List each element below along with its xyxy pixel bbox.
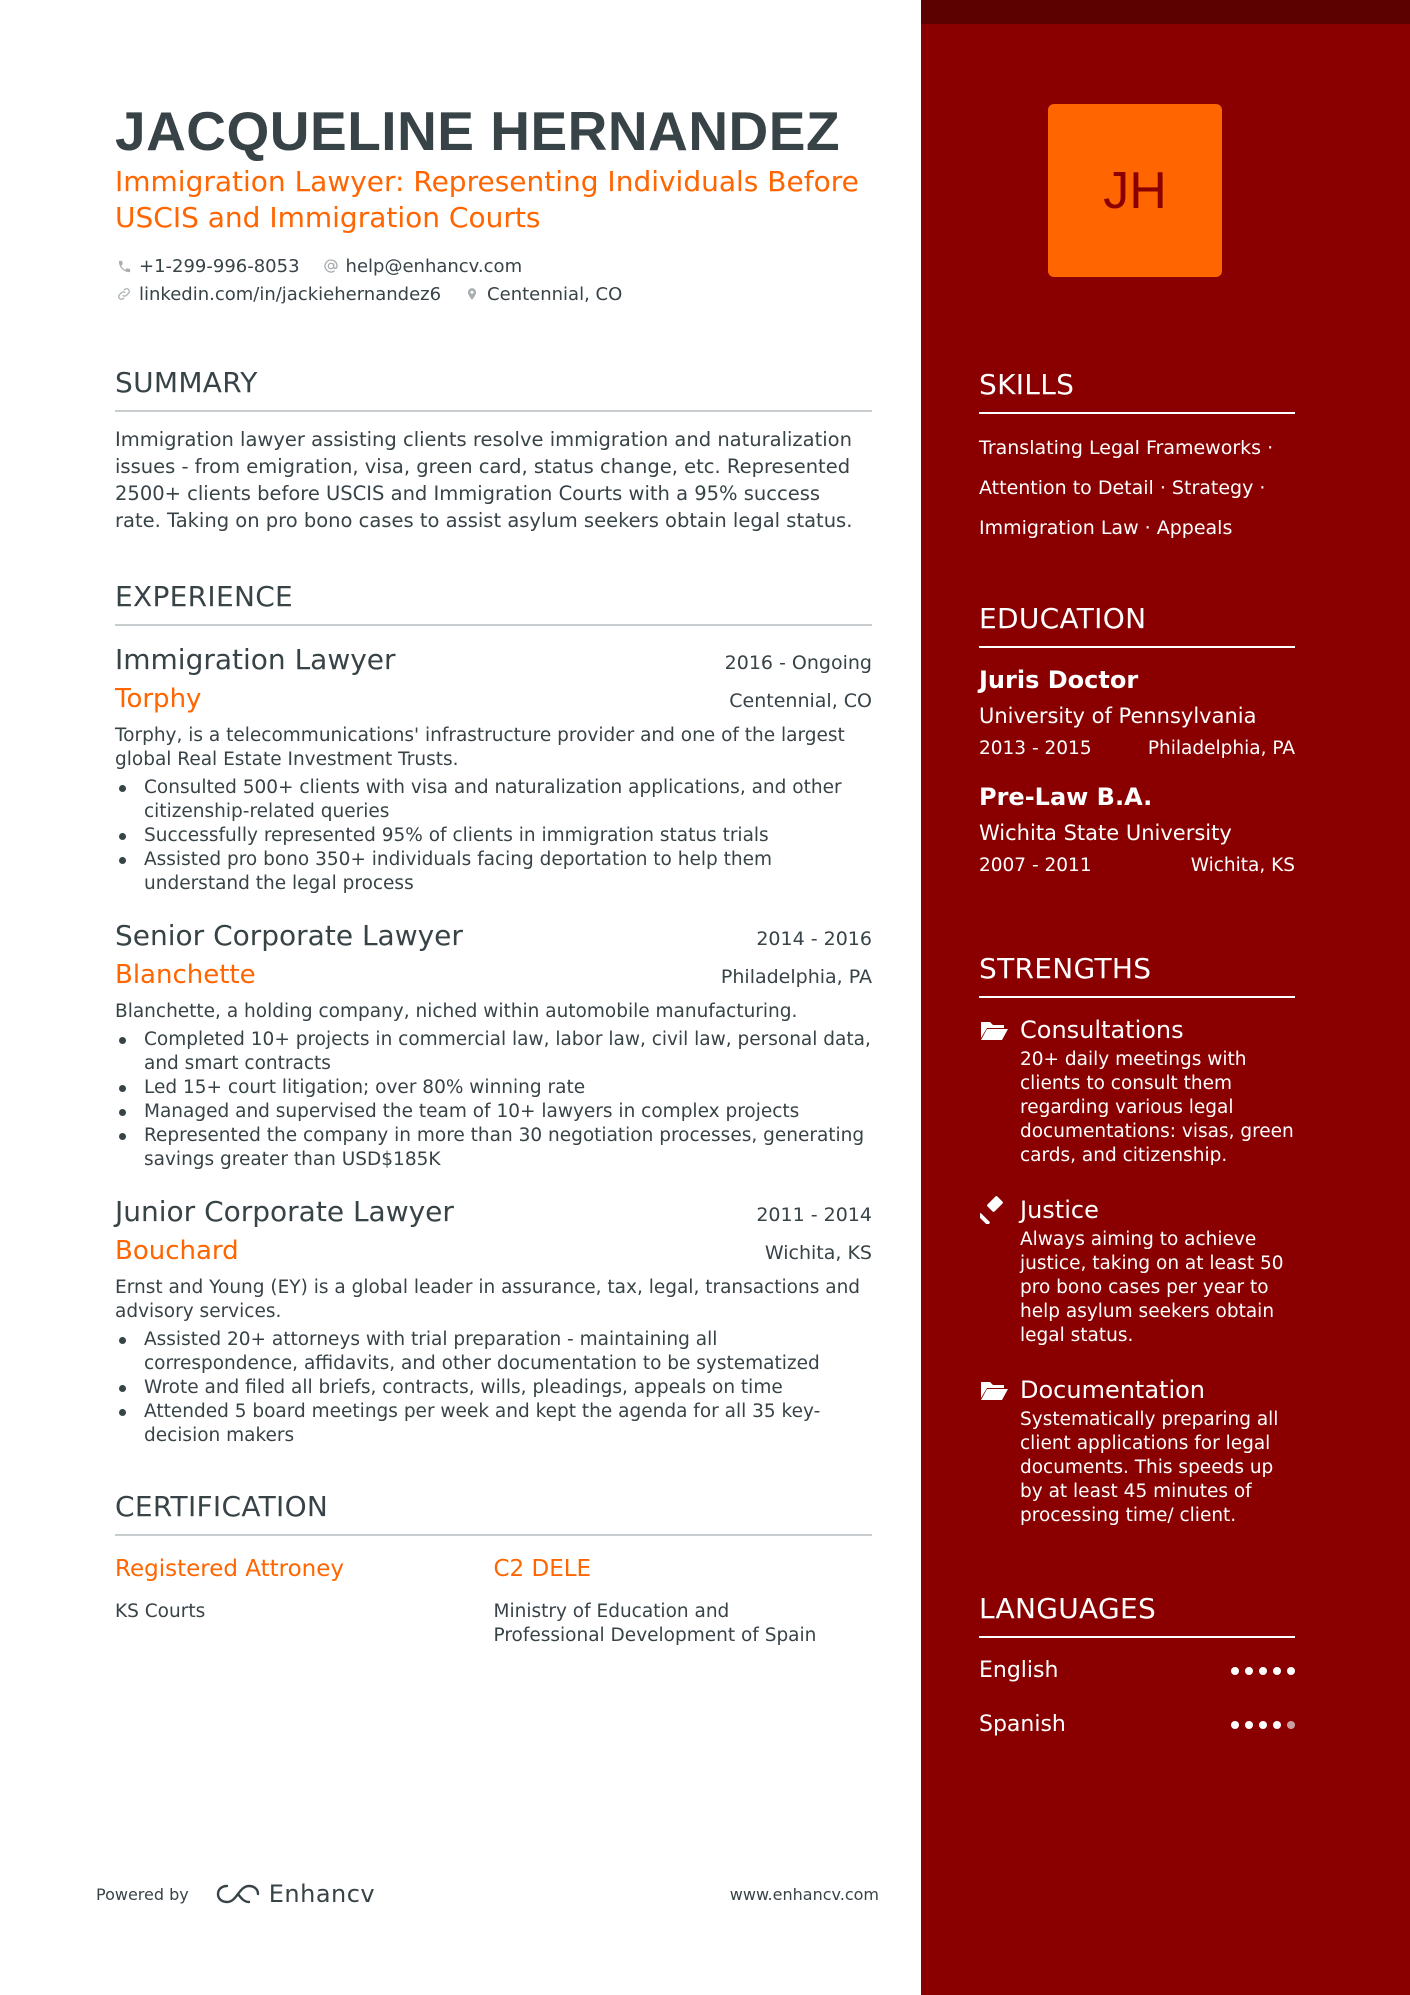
certification-item [494, 1554, 873, 1648]
job-title: Immigration Lawyer [115, 643, 396, 676]
strength-item [979, 1194, 1295, 1348]
summary-title: SUMMARY [115, 366, 872, 412]
education-location: Wichita, KS [1190, 855, 1295, 876]
level-dot-empty [1287, 1721, 1295, 1729]
bullet-item: Wrote and filed all briefs, contracts, wills, pleadings, appeals on time [115, 1376, 872, 1400]
language-item [979, 1656, 1295, 1686]
bullet-item: Managed and supervised the team of 10+ lawyers in complex projects [115, 1100, 872, 1124]
level-dot-filled [1245, 1667, 1253, 1675]
link-icon [115, 285, 133, 303]
certification-name: Registered Attroney [115, 1556, 344, 1582]
at-icon [322, 257, 340, 275]
strength-title: Documentation [1020, 1376, 1206, 1404]
education-dates: 2007 - 2011 [979, 855, 1092, 876]
certification-list [115, 1554, 872, 1648]
powered-by-label: Powered by [96, 1884, 189, 1904]
experience-title: EXPERIENCE [115, 580, 872, 626]
languages-title: LANGUAGES [979, 1592, 1295, 1638]
skills-line: Attention to Detail · Strategy · [979, 477, 1266, 499]
linkedin-contact[interactable] [115, 284, 441, 305]
enhancv-logo[interactable] [215, 1880, 375, 1908]
company-name: Blanchette [115, 960, 256, 990]
level-dot-filled [1287, 1667, 1295, 1675]
phone-contact[interactable] [115, 256, 300, 277]
school: University of Pennsylvania [979, 704, 1257, 728]
strength-title: Consultations [1020, 1016, 1184, 1044]
education-location: Philadelphia, PA [1147, 738, 1295, 759]
bullet-item: Consulted 500+ clients with visa and naturalization applications, and other citizenship-related queries [115, 776, 872, 824]
skills-line: Translating Legal Frameworks · [979, 437, 1274, 459]
education-item [979, 781, 1295, 876]
certification-issuer: KS Courts [115, 1601, 206, 1622]
contact-info [115, 252, 872, 308]
degree: Juris Doctor [979, 666, 1139, 694]
certification-title: CERTIFICATION [115, 1490, 872, 1536]
job-bullets [115, 1028, 872, 1172]
brand-name: Enhancv [268, 1880, 376, 1908]
company-description: Ernst and Young (EY) is a global leader in assurance, tax, legal, transactions and advisory services. [115, 1277, 861, 1322]
company-description: Blanchette, a holding company, niched within automobile manufacturing. [115, 1001, 798, 1022]
bullet-item: Attended 5 board meetings per week and kept the agenda for all 35 key-decision makers [115, 1400, 872, 1448]
bullet-item: Successfully represented 95% of clients in immigration status trials [115, 824, 872, 848]
linkedin-text: linkedin.com/in/jackiehernandez6 [139, 283, 442, 305]
certification-item [115, 1554, 494, 1648]
level-dot-filled [1245, 1721, 1253, 1729]
strength-item [979, 1374, 1295, 1528]
location-pin-icon [463, 285, 481, 303]
location-text: Centennial, CO [487, 283, 623, 305]
level-dot-filled [1273, 1721, 1281, 1729]
certification-issuer: Ministry of Education and Professional Development of Spain [493, 1601, 817, 1646]
skills-section [979, 368, 1295, 548]
language-level [1225, 1721, 1295, 1729]
education-item [979, 664, 1295, 759]
company-name: Bouchard [115, 1236, 239, 1266]
email-text: help@enhancv.com [345, 255, 523, 277]
company-description: Torphy, is a telecommunications' infrastructure provider and one of the largest global Real Estate Investment Trusts. [115, 725, 845, 770]
email-contact[interactable] [322, 256, 523, 277]
education-dates: 2013 - 2015 [979, 738, 1092, 759]
job-dates: 2011 - 2014 [756, 1204, 872, 1226]
education-title: EDUCATION [979, 602, 1295, 648]
skills-list [979, 428, 1295, 548]
education-section [979, 602, 1295, 876]
level-dot-filled [1231, 1721, 1239, 1729]
bullet-item: Assisted 20+ attorneys with trial preparation - maintaining all correspondence, affidavits, and other documentation to be systematized [115, 1328, 872, 1376]
avatar: JH [1048, 104, 1222, 277]
job-dates: 2016 - Ongoing [724, 652, 872, 674]
footer [96, 1880, 879, 1908]
strengths-section [979, 952, 1295, 1528]
powered-by [96, 1880, 375, 1908]
certification-section [115, 1490, 872, 1648]
headline: Immigration Lawyer: Representing Individuals Before USCIS and Immigration Courts [115, 165, 859, 234]
job-bullets [115, 1328, 872, 1448]
strength-item [979, 1014, 1295, 1168]
skills-line: Immigration Law · Appeals [979, 517, 1233, 539]
job-bullets [115, 776, 872, 896]
folder-open-icon [979, 1016, 1009, 1044]
strengths-title: STRENGTHS [979, 952, 1295, 998]
strength-title: Justice [1020, 1196, 1099, 1224]
languages-section [979, 1592, 1295, 1740]
job-entry [115, 1194, 872, 1448]
bullet-item: Completed 10+ projects in commercial law, labor law, civil law, personal data, and smart contracts [115, 1028, 872, 1076]
level-dot-filled [1259, 1667, 1267, 1675]
language-name: English [979, 1658, 1059, 1683]
job-location: Centennial, CO [729, 690, 872, 712]
job-dates: 2014 - 2016 [756, 928, 872, 950]
job-title: Senior Corporate Lawyer [115, 919, 463, 952]
enhancv-logo-icon [215, 1883, 261, 1905]
level-dot-filled [1231, 1667, 1239, 1675]
level-dot-filled [1273, 1667, 1281, 1675]
school: Wichita State University [979, 821, 1232, 845]
header [115, 100, 872, 308]
sidebar-top-strip [921, 0, 1410, 24]
degree: Pre-Law B.A. [979, 783, 1153, 811]
level-dot-filled [1259, 1721, 1267, 1729]
job-title: Junior Corporate Lawyer [115, 1195, 454, 1228]
company-name: Torphy [115, 684, 202, 714]
bullet-item: Led 15+ court litigation; over 80% winning rate [115, 1076, 872, 1100]
language-item [979, 1710, 1295, 1740]
job-entry [115, 918, 872, 1172]
main-content [115, 100, 872, 1648]
skills-title: SKILLS [979, 368, 1295, 414]
bullet-item: Represented the company in more than 30 negotiation processes, generating savings greater than USD$185K [115, 1124, 872, 1172]
phone-icon [115, 257, 133, 275]
website-link[interactable]: www.enhancv.com [729, 1884, 879, 1904]
strength-description: 20+ daily meetings with clients to consult them regarding various legal documentations: visas, green cards, and citizenship. [1020, 1049, 1294, 1166]
candidate-name: JACQUELINE HERNANDEZ [115, 100, 841, 162]
job-location: Wichita, KS [764, 1242, 872, 1264]
summary-section [115, 366, 872, 534]
bullet-item: Assisted pro bono 350+ individuals facing deportation to help them understand the legal process [115, 848, 872, 896]
summary-text: Immigration lawyer assisting clients resolve immigration and naturalization issues - from emigration, visa, green card, status change, etc. Represented 2500+ clients before USCIS and Immigration Courts with a 95% success rate. Taking on pro bono cases to assist asylum seekers obtain legal status. [115, 428, 853, 532]
job-location: Philadelphia, PA [720, 966, 872, 988]
sidebar [921, 0, 1410, 1995]
experience-section [115, 580, 872, 1448]
certification-name: C2 DELE [493, 1556, 592, 1582]
strength-description: Systematically preparing all client applications for legal documents. This speeds up by at least 45 minutes of processing time/ client. [1020, 1409, 1279, 1526]
folder-open-icon [979, 1376, 1009, 1404]
language-name: Spanish [979, 1712, 1066, 1737]
job-entry [115, 642, 872, 896]
location-contact [463, 284, 622, 305]
strength-description: Always aiming to achieve justice, taking on at least 50 pro bono cases per year to help asylum seekers obtain legal status. [1020, 1229, 1284, 1346]
language-level [1225, 1667, 1295, 1675]
phone-text: +1-299-996-8053 [139, 255, 300, 277]
gavel-icon [979, 1196, 1009, 1224]
